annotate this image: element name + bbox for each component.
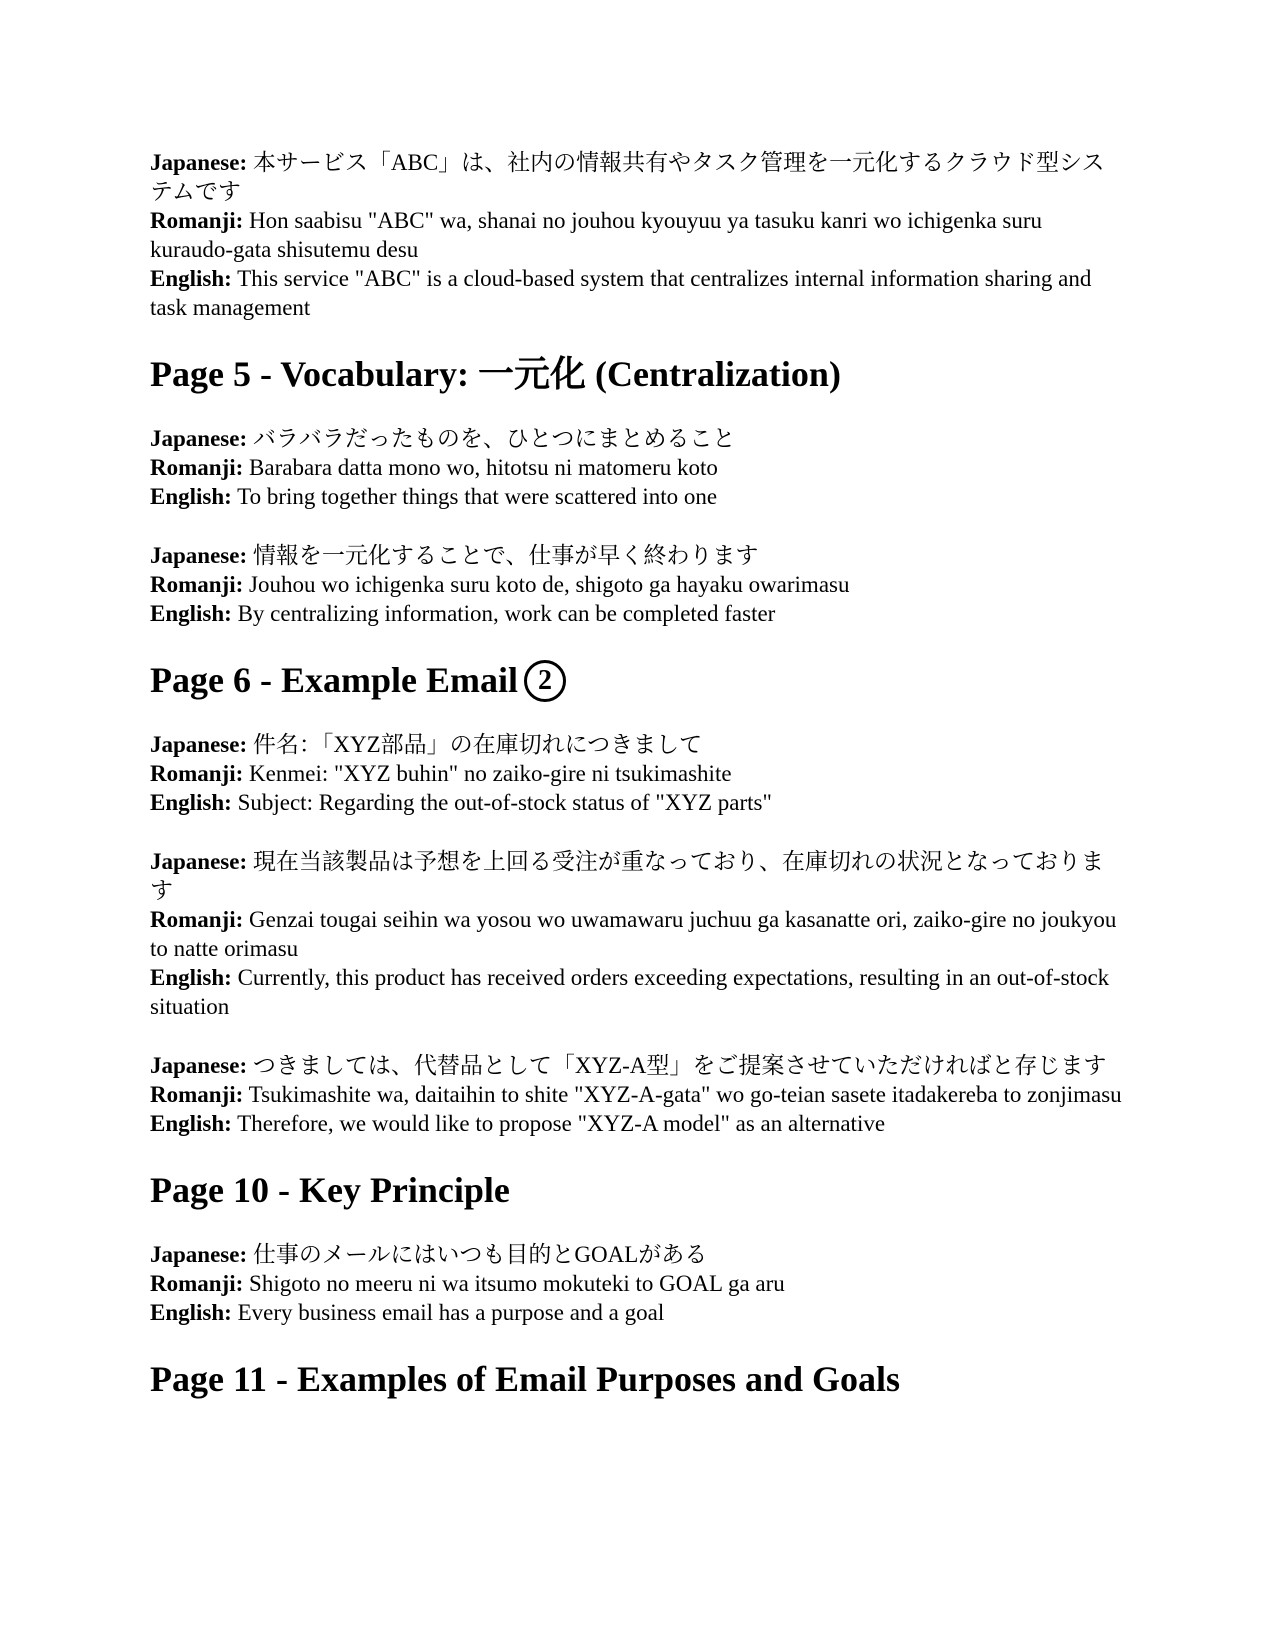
japanese-label: Japanese: — [150, 543, 248, 568]
section-heading-page11: Page 11 - Examples of Email Purposes and Goals — [150, 1359, 901, 1399]
japanese-label: Japanese: — [150, 1242, 248, 1267]
japanese-text: つきましては、代替品として「XYZ-A型」をご提案させていただければと存じます — [252, 1053, 1107, 1078]
romanji-line — [150, 570, 1125, 599]
english-text: By centralizing information, work can be completed faster — [237, 601, 776, 626]
romanji-text: Shigoto no meeru ni wa itsumo mokuteki to GOAL ga aru — [249, 1271, 785, 1296]
japanese-label: Japanese: — [150, 426, 248, 451]
japanese-text: 仕事のメールにはいつも目的とGOALがある — [252, 1242, 708, 1267]
romanji-label: Romanji: — [150, 572, 244, 597]
japanese-line — [150, 541, 1125, 570]
romanji-line — [150, 759, 1125, 788]
romanji-label: Romanji: — [150, 1082, 244, 1107]
romanji-label: Romanji: — [150, 455, 244, 480]
english-line — [150, 788, 1125, 817]
romanji-line — [150, 453, 1125, 482]
japanese-text: バラバラだったものを、ひとつにまとめること — [252, 426, 736, 451]
english-label: English: — [150, 1300, 232, 1325]
section-heading-page6 — [150, 658, 1125, 702]
japanese-line — [150, 1240, 1125, 1269]
romanji-label: Romanji: — [150, 907, 244, 932]
circled-number-badge: 2 — [524, 660, 566, 702]
english-text: To bring together things that were scattered into one — [237, 484, 718, 509]
english-text: This service "ABC" is a cloud-based system that centralizes internal information sharing and task management — [150, 266, 1092, 320]
section-heading-page5: Page 5 - Vocabulary: 一元化 (Centralization) — [150, 354, 841, 394]
romanji-label: Romanji: — [150, 1271, 244, 1296]
japanese-label: Japanese: — [150, 732, 248, 757]
japanese-text: 現在当該製品は予想を上回る受注が重なっており、在庫切れの状況となっております — [150, 849, 1104, 903]
vocab-entry — [150, 541, 1125, 628]
english-line — [150, 599, 1125, 628]
japanese-line — [150, 148, 1125, 206]
english-label: English: — [150, 484, 232, 509]
japanese-label: Japanese: — [150, 150, 248, 175]
romanji-text: Barabara datta mono wo, hitotsu ni matomeru koto — [249, 455, 718, 480]
romanji-line — [150, 1269, 1125, 1298]
section-heading-page10: Page 10 - Key Principle — [150, 1170, 510, 1210]
japanese-label: Japanese: — [150, 849, 248, 874]
japanese-text: 本サービス「ABC」は、社内の情報共有やタスク管理を一元化するクラウド型システムです — [150, 150, 1105, 204]
romanji-line — [150, 1080, 1125, 1109]
english-line — [150, 1298, 1125, 1327]
japanese-text: 件名：「XYZ部品」の在庫切れにつきまして — [252, 732, 703, 757]
english-label: English: — [150, 1111, 232, 1136]
english-text: Therefore, we would like to propose "XYZ-A model" as an alternative — [237, 1111, 886, 1136]
japanese-text: 情報を一元化することで、仕事が早く終わります — [252, 543, 759, 568]
intro-entry — [150, 148, 1125, 322]
romanji-text: Jouhou wo ichigenka suru koto de, shigoto ga hayaku owarimasu — [249, 572, 850, 597]
principle-entry — [150, 1240, 1125, 1327]
english-label: English: — [150, 965, 232, 990]
english-line — [150, 482, 1125, 511]
english-text: Every business email has a purpose and a goal — [237, 1300, 665, 1325]
english-label: English: — [150, 790, 232, 815]
japanese-line — [150, 847, 1125, 905]
japanese-line — [150, 424, 1125, 453]
romanji-label: Romanji: — [150, 761, 244, 786]
english-line — [150, 264, 1125, 322]
english-label: English: — [150, 266, 232, 291]
japanese-line — [150, 1051, 1125, 1080]
romanji-line — [150, 206, 1125, 264]
english-line — [150, 1109, 1125, 1138]
romanji-text: Hon saabisu "ABC" wa, shanai no jouhou kyouyuu ya tasuku kanri wo ichigenka suru kuraudo-gata shisutemu desu — [150, 208, 1043, 262]
english-label: English: — [150, 601, 232, 626]
japanese-line — [150, 730, 1125, 759]
japanese-label: Japanese: — [150, 1053, 248, 1078]
email-entry — [150, 730, 1125, 817]
english-line — [150, 963, 1125, 1021]
document-body — [150, 148, 1125, 1401]
english-text: Subject: Regarding the out-of-stock status of "XYZ parts" — [237, 790, 772, 815]
section-heading-text: Page 6 - Example Email — [150, 660, 518, 700]
english-text: Currently, this product has received orders exceeding expectations, resulting in an out-of-stock situation — [150, 965, 1110, 1019]
romanji-label: Romanji: — [150, 208, 244, 233]
email-entry — [150, 847, 1125, 1021]
romanji-text: Tsukimashite wa, daitaihin to shite "XYZ-A-gata" wo go-teian sasete itadakereba to zonjimasu — [248, 1082, 1122, 1107]
romanji-text: Genzai tougai seihin wa yosou wo uwamawaru juchuu ga kasanatte ori, zaiko-gire no joukyou to natte orimasu — [150, 907, 1117, 961]
romanji-line — [150, 905, 1125, 963]
romanji-text: Kenmei: "XYZ buhin" no zaiko-gire ni tsukimashite — [249, 761, 732, 786]
email-entry — [150, 1051, 1125, 1138]
vocab-entry — [150, 424, 1125, 511]
